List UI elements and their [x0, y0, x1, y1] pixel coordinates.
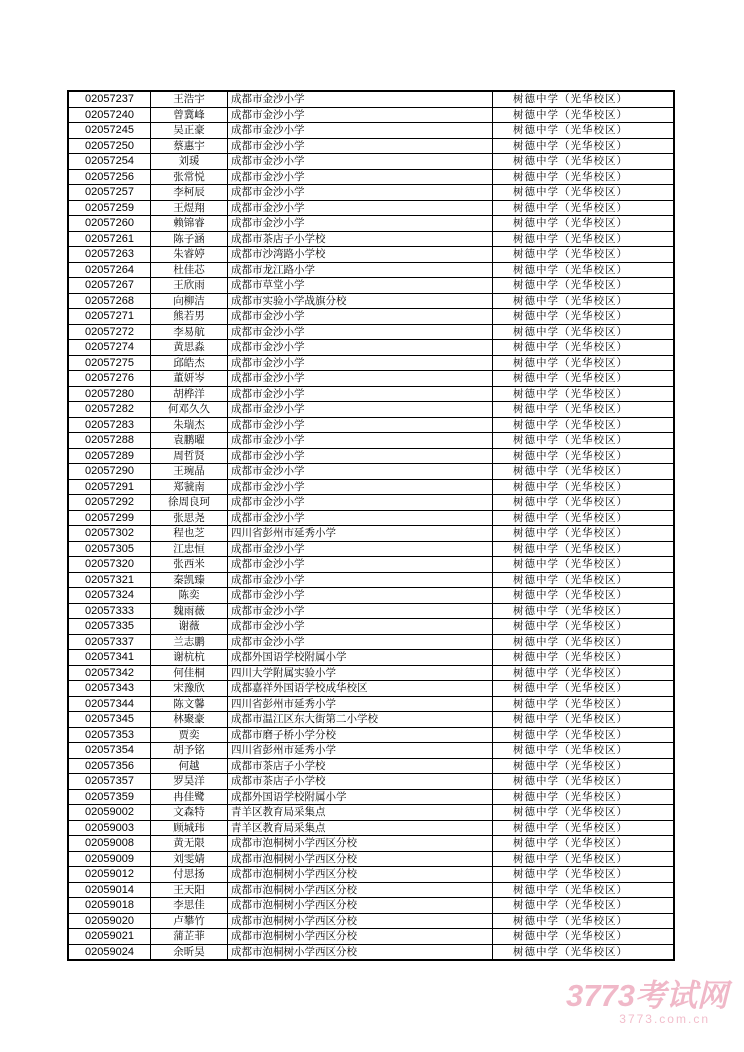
primary-school-cell: 青羊区教育局采集点: [228, 820, 493, 836]
primary-school-cell: 成都市泡桐树小学西区分校: [228, 867, 493, 883]
admitted-school-cell: 树德中学（光华校区）: [493, 495, 675, 511]
student-id-cell: 02057257: [68, 185, 151, 201]
admitted-school-cell: 树德中学（光华校区）: [493, 185, 675, 201]
student-name-cell: 冉佳鹭: [151, 789, 228, 805]
student-id-cell: 02057357: [68, 774, 151, 790]
table-row: [68, 526, 674, 542]
table-row: [68, 510, 674, 526]
student-id-cell: 02059009: [68, 851, 151, 867]
student-id-cell: 02057282: [68, 402, 151, 418]
admission-list-table: [67, 90, 675, 961]
student-name-cell: 陈子涵: [151, 231, 228, 247]
primary-school-cell: 成都市金沙小学: [228, 557, 493, 573]
student-id-cell: 02057276: [68, 371, 151, 387]
student-name-cell: 何越: [151, 758, 228, 774]
admitted-school-cell: 树德中学（光华校区）: [493, 386, 675, 402]
admitted-school-cell: 树德中学（光华校区）: [493, 355, 675, 371]
table-row: [68, 712, 674, 728]
admitted-school-cell: 树德中学（光华校区）: [493, 216, 675, 232]
admitted-school-cell: 树德中学（光华校区）: [493, 929, 675, 945]
student-id-cell: 02057272: [68, 324, 151, 340]
primary-school-cell: 成都市龙江路小学: [228, 262, 493, 278]
admitted-school-cell: 树德中学（光华校区）: [493, 200, 675, 216]
primary-school-cell: 成都市金沙小学: [228, 371, 493, 387]
table-row: [68, 91, 674, 107]
admitted-school-cell: 树德中学（光华校区）: [493, 851, 675, 867]
student-name-cell: 王浩宇: [151, 91, 228, 107]
primary-school-cell: 成都市金沙小学: [228, 588, 493, 604]
table-row: [68, 929, 674, 945]
table-row: [68, 262, 674, 278]
table-row: [68, 495, 674, 511]
table-row: [68, 216, 674, 232]
primary-school-cell: 成都市茶店子小学校: [228, 758, 493, 774]
admitted-school-cell: 树德中学（光华校区）: [493, 510, 675, 526]
admitted-school-cell: 树德中学（光华校区）: [493, 278, 675, 294]
table-row: [68, 293, 674, 309]
admitted-school-cell: 树德中学（光华校区）: [493, 262, 675, 278]
primary-school-cell: 成都市金沙小学: [228, 417, 493, 433]
student-id-cell: 02057263: [68, 247, 151, 263]
table-row: [68, 340, 674, 356]
student-name-cell: 张思尧: [151, 510, 228, 526]
student-name-cell: 胡桦洋: [151, 386, 228, 402]
admitted-school-cell: 树德中学（光华校区）: [493, 371, 675, 387]
student-id-cell: 02057256: [68, 169, 151, 185]
primary-school-cell: 成都市磨子桥小学分校: [228, 727, 493, 743]
primary-school-cell: 成都市金沙小学: [228, 107, 493, 123]
student-name-cell: 向柳洁: [151, 293, 228, 309]
primary-school-cell: 成都市金沙小学: [228, 619, 493, 635]
student-id-cell: 02059012: [68, 867, 151, 883]
primary-school-cell: 成都市金沙小学: [228, 402, 493, 418]
student-id-cell: 02059018: [68, 898, 151, 914]
primary-school-cell: 成都市金沙小学: [228, 541, 493, 557]
primary-school-cell: 成都市金沙小学: [228, 479, 493, 495]
student-name-cell: 朱睿婷: [151, 247, 228, 263]
student-name-cell: 王欣雨: [151, 278, 228, 294]
primary-school-cell: 成都市茶店子小学校: [228, 774, 493, 790]
student-name-cell: 顾城玮: [151, 820, 228, 836]
student-id-cell: 02057290: [68, 464, 151, 480]
table-row: [68, 805, 674, 821]
student-name-cell: 陈文馨: [151, 696, 228, 712]
student-id-cell: 02057271: [68, 309, 151, 325]
student-name-cell: 王天阳: [151, 882, 228, 898]
primary-school-cell: 成都市沙湾路小学校: [228, 247, 493, 263]
student-id-cell: 02059020: [68, 913, 151, 929]
primary-school-cell: 成都市金沙小学: [228, 433, 493, 449]
student-name-cell: 何佳桐: [151, 665, 228, 681]
admitted-school-cell: 树德中学（光华校区）: [493, 820, 675, 836]
student-id-cell: 02057260: [68, 216, 151, 232]
admitted-school-cell: 树德中学（光华校区）: [493, 665, 675, 681]
admitted-school-cell: 树德中学（光华校区）: [493, 913, 675, 929]
table-row: [68, 696, 674, 712]
table-row: [68, 619, 674, 635]
student-name-cell: 徐周良珂: [151, 495, 228, 511]
primary-school-cell: 成都市泡桐树小学西区分校: [228, 882, 493, 898]
admitted-school-cell: 树德中学（光华校区）: [493, 293, 675, 309]
primary-school-cell: 成都市金沙小学: [228, 169, 493, 185]
primary-school-cell: 成都市金沙小学: [228, 510, 493, 526]
primary-school-cell: 成都市金沙小学: [228, 138, 493, 154]
primary-school-cell: 成都市茶店子小学校: [228, 231, 493, 247]
primary-school-cell: 四川省彭州市延秀小学: [228, 743, 493, 759]
student-id-cell: 02059021: [68, 929, 151, 945]
admitted-school-cell: 树德中学（光华校区）: [493, 231, 675, 247]
admitted-school-cell: 树德中学（光华校区）: [493, 169, 675, 185]
table-row: [68, 665, 674, 681]
student-name-cell: 郑虢南: [151, 479, 228, 495]
admitted-school-cell: 树德中学（光华校区）: [493, 603, 675, 619]
primary-school-cell: 成都嘉祥外国语学校成华校区: [228, 681, 493, 697]
admitted-school-cell: 树德中学（光华校区）: [493, 417, 675, 433]
student-name-cell: 曾冀峰: [151, 107, 228, 123]
student-name-cell: 黄思淼: [151, 340, 228, 356]
primary-school-cell: 成都市金沙小学: [228, 495, 493, 511]
table-body: [68, 91, 674, 960]
student-id-cell: 02057245: [68, 123, 151, 139]
watermark-url: 3773.com.cn: [619, 1012, 710, 1026]
table-row: [68, 402, 674, 418]
student-name-cell: 董妍岑: [151, 371, 228, 387]
table-row: [68, 200, 674, 216]
primary-school-cell: 成都市金沙小学: [228, 386, 493, 402]
admitted-school-cell: 树德中学（光华校区）: [493, 402, 675, 418]
admitted-school-cell: 树德中学（光华校区）: [493, 557, 675, 573]
student-id-cell: 02057321: [68, 572, 151, 588]
table-row: [68, 882, 674, 898]
primary-school-cell: 四川大学附属实验小学: [228, 665, 493, 681]
student-id-cell: 02057274: [68, 340, 151, 356]
admitted-school-cell: 树德中学（光华校区）: [493, 433, 675, 449]
table-row: [68, 944, 674, 960]
student-id-cell: 02057268: [68, 293, 151, 309]
student-name-cell: 赖锦睿: [151, 216, 228, 232]
admitted-school-cell: 树德中学（光华校区）: [493, 619, 675, 635]
student-id-cell: 02057305: [68, 541, 151, 557]
table-row: [68, 309, 674, 325]
table-row: [68, 138, 674, 154]
table-row: [68, 743, 674, 759]
admitted-school-cell: 树德中学（光华校区）: [493, 138, 675, 154]
table-row: [68, 588, 674, 604]
admitted-school-cell: 树德中学（光华校区）: [493, 634, 675, 650]
table-row: [68, 231, 674, 247]
student-name-cell: 李易航: [151, 324, 228, 340]
student-id-cell: 02057356: [68, 758, 151, 774]
student-name-cell: 兰志鹏: [151, 634, 228, 650]
table-row: [68, 479, 674, 495]
student-id-cell: 02057291: [68, 479, 151, 495]
admitted-school-cell: 树德中学（光华校区）: [493, 541, 675, 557]
primary-school-cell: 成都市泡桐树小学西区分校: [228, 944, 493, 960]
student-name-cell: 吴正豪: [151, 123, 228, 139]
primary-school-cell: 成都市实验小学战旗分校: [228, 293, 493, 309]
student-name-cell: 付思扬: [151, 867, 228, 883]
table-row: [68, 464, 674, 480]
primary-school-cell: 成都市泡桐树小学西区分校: [228, 898, 493, 914]
table-row: [68, 867, 674, 883]
student-id-cell: 02057320: [68, 557, 151, 573]
table-row: [68, 603, 674, 619]
table-row: [68, 355, 674, 371]
student-id-cell: 02057354: [68, 743, 151, 759]
student-name-cell: 谢薇: [151, 619, 228, 635]
primary-school-cell: 成都市金沙小学: [228, 340, 493, 356]
student-id-cell: 02057288: [68, 433, 151, 449]
student-name-cell: 谢杭杭: [151, 650, 228, 666]
primary-school-cell: 成都市金沙小学: [228, 123, 493, 139]
student-name-cell: 蔡惠宇: [151, 138, 228, 154]
student-id-cell: 02057337: [68, 634, 151, 650]
table-row: [68, 650, 674, 666]
student-id-cell: 02057299: [68, 510, 151, 526]
table-row: [68, 851, 674, 867]
student-name-cell: 何邓久久: [151, 402, 228, 418]
primary-school-cell: 青羊区教育局采集点: [228, 805, 493, 821]
student-name-cell: 黄无限: [151, 836, 228, 852]
admitted-school-cell: 树德中学（光华校区）: [493, 944, 675, 960]
table-row: [68, 448, 674, 464]
student-name-cell: 杜佳芯: [151, 262, 228, 278]
student-id-cell: 02057259: [68, 200, 151, 216]
table-row: [68, 572, 674, 588]
student-name-cell: 魏雨薇: [151, 603, 228, 619]
table-row: [68, 758, 674, 774]
student-id-cell: 02059024: [68, 944, 151, 960]
student-id-cell: 02057240: [68, 107, 151, 123]
student-id-cell: 02059002: [68, 805, 151, 821]
table-row: [68, 681, 674, 697]
table-row: [68, 324, 674, 340]
student-name-cell: 周哲贤: [151, 448, 228, 464]
admitted-school-cell: 树德中学（光华校区）: [493, 805, 675, 821]
admitted-school-cell: 树德中学（光华校区）: [493, 650, 675, 666]
primary-school-cell: 成都市温江区东大街第二小学校: [228, 712, 493, 728]
student-id-cell: 02057335: [68, 619, 151, 635]
table-row: [68, 417, 674, 433]
student-id-cell: 02057289: [68, 448, 151, 464]
student-id-cell: 02057283: [68, 417, 151, 433]
admitted-school-cell: 树德中学（光华校区）: [493, 588, 675, 604]
student-name-cell: 王煜翔: [151, 200, 228, 216]
admitted-school-cell: 树德中学（光华校区）: [493, 727, 675, 743]
student-id-cell: 02057353: [68, 727, 151, 743]
admitted-school-cell: 树德中学（光华校区）: [493, 789, 675, 805]
student-name-cell: 朱瑞杰: [151, 417, 228, 433]
student-id-cell: 02057333: [68, 603, 151, 619]
student-name-cell: 贾奕: [151, 727, 228, 743]
primary-school-cell: 成都市金沙小学: [228, 91, 493, 107]
admitted-school-cell: 树德中学（光华校区）: [493, 479, 675, 495]
student-id-cell: 02059008: [68, 836, 151, 852]
admitted-school-cell: 树德中学（光华校区）: [493, 867, 675, 883]
table-row: [68, 727, 674, 743]
student-name-cell: 卢攀竹: [151, 913, 228, 929]
admitted-school-cell: 树德中学（光华校区）: [493, 247, 675, 263]
table-row: [68, 836, 674, 852]
student-name-cell: 余昕昊: [151, 944, 228, 960]
student-id-cell: 02057250: [68, 138, 151, 154]
admitted-school-cell: 树德中学（光华校区）: [493, 91, 675, 107]
admitted-school-cell: 树德中学（光华校区）: [493, 696, 675, 712]
admitted-school-cell: 树德中学（光华校区）: [493, 898, 675, 914]
student-name-cell: 李思佳: [151, 898, 228, 914]
primary-school-cell: 成都市金沙小学: [228, 464, 493, 480]
watermark-logo-text: 3773考试网: [566, 978, 728, 1013]
student-name-cell: 蒲芷菲: [151, 929, 228, 945]
student-id-cell: 02057254: [68, 154, 151, 170]
student-name-cell: 胡予铭: [151, 743, 228, 759]
admitted-school-cell: 树德中学（光华校区）: [493, 572, 675, 588]
admitted-school-cell: 树德中学（光华校区）: [493, 123, 675, 139]
student-id-cell: 02059014: [68, 882, 151, 898]
admitted-school-cell: 树德中学（光华校区）: [493, 836, 675, 852]
primary-school-cell: 四川省彭州市延秀小学: [228, 526, 493, 542]
primary-school-cell: 成都市泡桐树小学西区分校: [228, 929, 493, 945]
student-name-cell: 程也芝: [151, 526, 228, 542]
table-row: [68, 278, 674, 294]
primary-school-cell: 成都市金沙小学: [228, 448, 493, 464]
student-id-cell: 02057264: [68, 262, 151, 278]
student-id-cell: 02057359: [68, 789, 151, 805]
table-row: [68, 107, 674, 123]
table-row: [68, 169, 674, 185]
table-row: [68, 154, 674, 170]
student-name-cell: 刘雯婧: [151, 851, 228, 867]
primary-school-cell: 成都市泡桐树小学西区分校: [228, 836, 493, 852]
student-name-cell: 邱皓杰: [151, 355, 228, 371]
student-name-cell: 刘瑗: [151, 154, 228, 170]
student-id-cell: 02057324: [68, 588, 151, 604]
student-id-cell: 02057237: [68, 91, 151, 107]
table-row: [68, 433, 674, 449]
student-name-cell: 袁鹏曜: [151, 433, 228, 449]
primary-school-cell: 成都市泡桐树小学西区分校: [228, 913, 493, 929]
student-id-cell: 02059003: [68, 820, 151, 836]
primary-school-cell: 成都市金沙小学: [228, 572, 493, 588]
primary-school-cell: 成都市金沙小学: [228, 309, 493, 325]
primary-school-cell: 成都市金沙小学: [228, 185, 493, 201]
table-row: [68, 913, 674, 929]
student-id-cell: 02057345: [68, 712, 151, 728]
primary-school-cell: 成都市金沙小学: [228, 324, 493, 340]
student-name-cell: 林聚豪: [151, 712, 228, 728]
table-row: [68, 185, 674, 201]
table-row: [68, 898, 674, 914]
primary-school-cell: 成都市金沙小学: [228, 603, 493, 619]
student-name-cell: 江忠恒: [151, 541, 228, 557]
student-id-cell: 02057341: [68, 650, 151, 666]
table-row: [68, 123, 674, 139]
primary-school-cell: 成都市金沙小学: [228, 634, 493, 650]
student-name-cell: 张常悦: [151, 169, 228, 185]
student-id-cell: 02057302: [68, 526, 151, 542]
student-id-cell: 02057280: [68, 386, 151, 402]
table-row: [68, 634, 674, 650]
table-row: [68, 789, 674, 805]
admitted-school-cell: 树德中学（光华校区）: [493, 758, 675, 774]
primary-school-cell: 成都外国语学校附属小学: [228, 789, 493, 805]
admitted-school-cell: 树德中学（光华校区）: [493, 107, 675, 123]
student-id-cell: 02057342: [68, 665, 151, 681]
table-row: [68, 820, 674, 836]
primary-school-cell: 成都外国语学校附属小学: [228, 650, 493, 666]
primary-school-cell: 成都市金沙小学: [228, 154, 493, 170]
admitted-school-cell: 树德中学（光华校区）: [493, 464, 675, 480]
table-row: [68, 247, 674, 263]
admitted-school-cell: 树德中学（光华校区）: [493, 712, 675, 728]
student-id-cell: 02057261: [68, 231, 151, 247]
watermark-logo: [558, 980, 728, 1032]
student-name-cell: 陈奕: [151, 588, 228, 604]
student-name-cell: 罗昊洋: [151, 774, 228, 790]
primary-school-cell: 成都市金沙小学: [228, 355, 493, 371]
primary-school-cell: 四川省彭州市延秀小学: [228, 696, 493, 712]
student-name-cell: 李柯辰: [151, 185, 228, 201]
student-name-cell: 文森特: [151, 805, 228, 821]
admitted-school-cell: 树德中学（光华校区）: [493, 526, 675, 542]
table-row: [68, 371, 674, 387]
admitted-school-cell: 树德中学（光华校区）: [493, 743, 675, 759]
student-name-cell: 宋豫欣: [151, 681, 228, 697]
primary-school-cell: 成都市金沙小学: [228, 216, 493, 232]
student-id-cell: 02057267: [68, 278, 151, 294]
student-name-cell: 王琬晶: [151, 464, 228, 480]
table-row: [68, 541, 674, 557]
admitted-school-cell: 树德中学（光华校区）: [493, 340, 675, 356]
primary-school-cell: 成都市草堂小学: [228, 278, 493, 294]
admitted-school-cell: 树德中学（光华校区）: [493, 324, 675, 340]
table-row: [68, 557, 674, 573]
table-row: [68, 774, 674, 790]
admitted-school-cell: 树德中学（光华校区）: [493, 774, 675, 790]
student-name-cell: 张西米: [151, 557, 228, 573]
admitted-school-cell: 树德中学（光华校区）: [493, 681, 675, 697]
student-name-cell: 熊若男: [151, 309, 228, 325]
student-id-cell: 02057292: [68, 495, 151, 511]
student-id-cell: 02057343: [68, 681, 151, 697]
student-id-cell: 02057344: [68, 696, 151, 712]
student-name-cell: 秦凯臻: [151, 572, 228, 588]
table-row: [68, 386, 674, 402]
primary-school-cell: 成都市金沙小学: [228, 200, 493, 216]
student-id-cell: 02057275: [68, 355, 151, 371]
admitted-school-cell: 树德中学（光华校区）: [493, 448, 675, 464]
admitted-school-cell: 树德中学（光华校区）: [493, 309, 675, 325]
admitted-school-cell: 树德中学（光华校区）: [493, 882, 675, 898]
admitted-school-cell: 树德中学（光华校区）: [493, 154, 675, 170]
primary-school-cell: 成都市泡桐树小学西区分校: [228, 851, 493, 867]
